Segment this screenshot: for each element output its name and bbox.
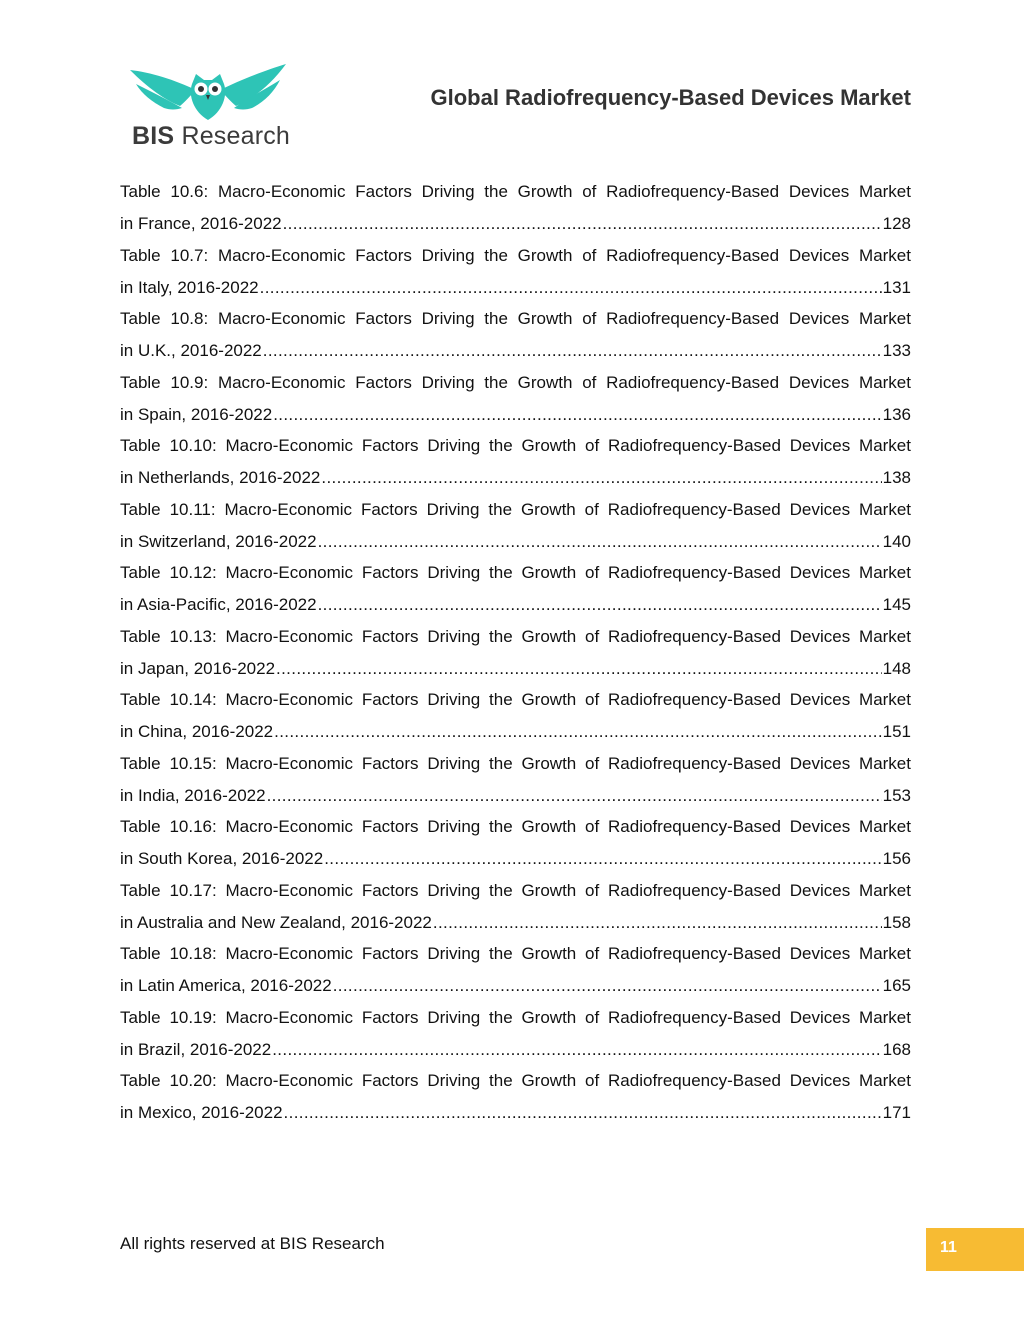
toc-entry-subject: in South Korea, 2016-2022 bbox=[120, 849, 324, 868]
dot-leader bbox=[272, 1034, 881, 1066]
toc-entry-title: Table 10.8: Macro-Economic Factors Driving the Growth of Radiofrequency-Based Devices Market bbox=[120, 309, 911, 328]
toc-entry[interactable] bbox=[120, 494, 911, 558]
toc-entry-title: Table 10.9: Macro-Economic Factors Driving the Growth of Radiofrequency-Based Devices Market bbox=[120, 372, 911, 392]
toc-entry-title: Table 10.7: Macro-Economic Factors Driving the Growth of Radiofrequency-Based Devices Market bbox=[120, 245, 911, 265]
dot-leader bbox=[321, 462, 881, 494]
logo-wordmark bbox=[132, 122, 290, 151]
toc-entry[interactable] bbox=[120, 1065, 911, 1129]
toc-page-number: 151 bbox=[882, 722, 911, 741]
dot-leader bbox=[267, 780, 882, 812]
dot-leader bbox=[318, 526, 882, 558]
toc-entry-subject: in India, 2016-2022 bbox=[120, 785, 266, 805]
toc-page-number: 165 bbox=[882, 976, 911, 995]
toc-entry-continuation bbox=[120, 335, 911, 367]
toc-entry-continuation bbox=[120, 399, 911, 431]
toc-page-number: 140 bbox=[882, 531, 911, 551]
toc-entry-title: Table 10.10: Macro-Economic Factors Driving the Growth of Radiofrequency-Based Devices Market bbox=[120, 436, 911, 455]
toc-entry[interactable] bbox=[120, 621, 911, 685]
toc-page-number: 128 bbox=[882, 214, 911, 233]
toc-page-number: 148 bbox=[882, 658, 911, 678]
toc-entry-subject: in Latin America, 2016-2022 bbox=[120, 976, 332, 995]
dot-leader bbox=[263, 335, 882, 367]
toc-entry-subject: in Switzerland, 2016-2022 bbox=[120, 531, 317, 551]
toc-page-number: 156 bbox=[882, 849, 911, 868]
toc-page-number: 158 bbox=[882, 912, 911, 932]
page-number: 11 bbox=[940, 1239, 957, 1256]
toc-entry-continuation bbox=[120, 1034, 911, 1066]
toc-entry[interactable] bbox=[120, 176, 911, 240]
dot-leader bbox=[260, 272, 882, 304]
dot-leader bbox=[273, 399, 881, 431]
toc-entry-title: Table 10.17: Macro-Economic Factors Driving the Growth of Radiofrequency-Based Devices Market bbox=[120, 880, 911, 900]
dot-leader bbox=[274, 716, 882, 748]
toc-entry-title: Table 10.12: Macro-Economic Factors Driving the Growth of Radiofrequency-Based Devices Market bbox=[120, 563, 911, 582]
toc-entry[interactable] bbox=[120, 811, 911, 875]
toc-entry[interactable] bbox=[120, 430, 911, 494]
toc-entry-subject: in Australia and New Zealand, 2016-2022 bbox=[120, 912, 432, 932]
owl-logo-icon bbox=[130, 62, 286, 122]
toc-entry[interactable] bbox=[120, 684, 911, 748]
toc-entry-continuation bbox=[120, 1097, 911, 1129]
toc-entry[interactable] bbox=[120, 240, 911, 304]
page-number-box bbox=[926, 1228, 1024, 1271]
toc-entry[interactable] bbox=[120, 938, 911, 1002]
toc-page-number: 168 bbox=[882, 1039, 911, 1059]
toc-entry-title: Table 10.20: Macro-Economic Factors Driving the Growth of Radiofrequency-Based Devices Market bbox=[120, 1071, 911, 1090]
footer-rights: All rights reserved at BIS Research bbox=[120, 1234, 385, 1253]
toc-entry-subject: in China, 2016-2022 bbox=[120, 722, 274, 741]
toc-page-number: 138 bbox=[882, 468, 911, 487]
toc-entry-continuation bbox=[120, 907, 911, 939]
table-of-contents bbox=[120, 176, 911, 1129]
toc-page-number: 171 bbox=[882, 1103, 911, 1122]
toc-entry-subject: in Japan, 2016-2022 bbox=[120, 658, 276, 678]
dot-leader bbox=[283, 208, 882, 240]
toc-entry[interactable] bbox=[120, 875, 911, 939]
toc-entry-subject: in France, 2016-2022 bbox=[120, 214, 282, 233]
toc-entry-title: Table 10.6: Macro-Economic Factors Driving the Growth of Radiofrequency-Based Devices Market bbox=[120, 182, 911, 201]
toc-entry-continuation bbox=[120, 526, 911, 558]
toc-page-number: 131 bbox=[882, 277, 911, 297]
toc-entry-title: Table 10.13: Macro-Economic Factors Driving the Growth of Radiofrequency-Based Devices Market bbox=[120, 626, 911, 646]
toc-entry-continuation bbox=[120, 970, 911, 1002]
toc-entry-title: Table 10.11: Macro-Economic Factors Driving the Growth of Radiofrequency-Based Devices Market bbox=[120, 499, 911, 519]
toc-entry-continuation bbox=[120, 208, 911, 240]
dot-leader bbox=[433, 907, 882, 939]
toc-entry-continuation bbox=[120, 462, 911, 494]
toc-entry-subject: in Mexico, 2016-2022 bbox=[120, 1103, 283, 1122]
toc-page-number: 153 bbox=[882, 785, 911, 805]
logo-bold-text: BIS bbox=[132, 122, 175, 150]
toc-entry-continuation bbox=[120, 272, 911, 304]
toc-entry-title: Table 10.16: Macro-Economic Factors Driving the Growth of Radiofrequency-Based Devices Market bbox=[120, 817, 911, 836]
toc-entry[interactable] bbox=[120, 1002, 911, 1066]
toc-entry-title: Table 10.14: Macro-Economic Factors Driving the Growth of Radiofrequency-Based Devices Market bbox=[120, 690, 911, 709]
toc-entry-subject: in U.K., 2016-2022 bbox=[120, 341, 262, 360]
toc-entry-subject: in Spain, 2016-2022 bbox=[120, 404, 273, 424]
toc-page-number: 145 bbox=[882, 595, 911, 614]
toc-entry-title: Table 10.18: Macro-Economic Factors Driving the Growth of Radiofrequency-Based Devices Market bbox=[120, 944, 911, 963]
toc-entry-subject: in Italy, 2016-2022 bbox=[120, 277, 259, 297]
toc-entry-continuation bbox=[120, 589, 911, 621]
toc-entry[interactable] bbox=[120, 557, 911, 621]
toc-entry-subject: in Asia-Pacific, 2016-2022 bbox=[120, 595, 317, 614]
toc-entry-subject: in Netherlands, 2016-2022 bbox=[120, 468, 321, 487]
toc-page-number: 136 bbox=[882, 404, 911, 424]
toc-entry-title: Table 10.15: Macro-Economic Factors Driving the Growth of Radiofrequency-Based Devices Market bbox=[120, 753, 911, 773]
dot-leader bbox=[324, 843, 881, 875]
dot-leader bbox=[333, 970, 882, 1002]
dot-leader bbox=[284, 1097, 882, 1129]
document-title: Global Radiofrequency-Based Devices Market bbox=[430, 85, 911, 110]
toc-entry-continuation bbox=[120, 780, 911, 812]
dot-leader bbox=[276, 653, 882, 685]
toc-entry-subject: in Brazil, 2016-2022 bbox=[120, 1039, 272, 1059]
toc-entry-continuation bbox=[120, 653, 911, 685]
dot-leader bbox=[318, 589, 882, 621]
logo-rest-text: Research bbox=[181, 122, 291, 150]
toc-entry[interactable] bbox=[120, 367, 911, 431]
toc-entry-title: Table 10.19: Macro-Economic Factors Driving the Growth of Radiofrequency-Based Devices Market bbox=[120, 1007, 911, 1027]
toc-page-number: 133 bbox=[882, 341, 911, 360]
toc-entry[interactable] bbox=[120, 748, 911, 812]
toc-entry[interactable] bbox=[120, 303, 911, 367]
bis-research-logo bbox=[130, 62, 290, 154]
toc-entry-continuation bbox=[120, 843, 911, 875]
toc-entry-continuation bbox=[120, 716, 911, 748]
